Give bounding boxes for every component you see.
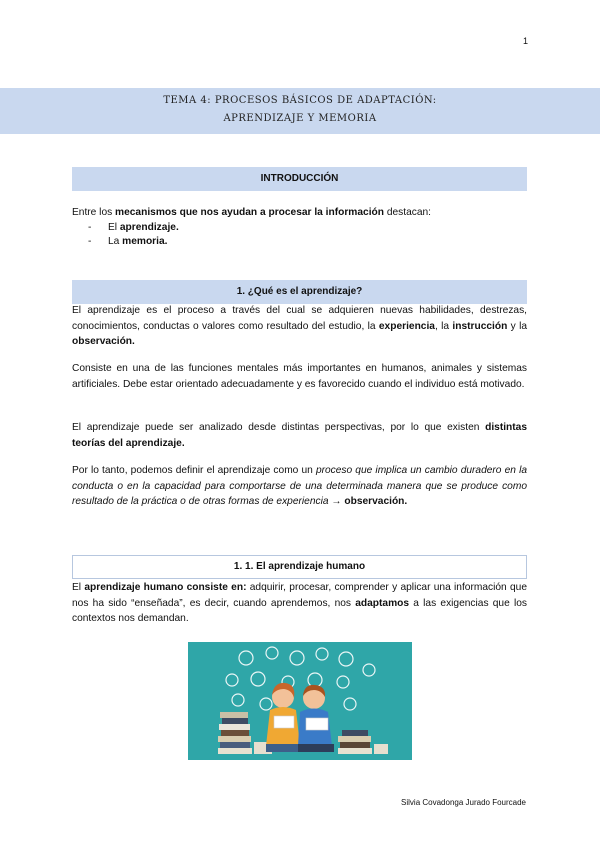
section1-paragraph2: Consiste en una de las funciones mentales más importantes en humanos, animales y sistemas artificiales. Debe estar orientado adecuadamente y es favorecido cuando el individuo está motivado.: [72, 363, 527, 390]
section11-paragraph: El aprendizaje humano consiste en: adquirir, procesar, comprender y aplicar una información que nos ha sido “enseñada”, es decir, cuando aprendemos, nos adaptamos a las exigencias que los contextos nos demandan.: [72, 582, 528, 624]
document-title-line1: TEMA 4: PROCESOS BÁSICOS DE ADAPTACIÓN:: [163, 95, 437, 106]
page-number: 1: [522, 36, 528, 46]
children-reading-books-illustration: [188, 642, 412, 760]
document-title-line2: APRENDIZAJE Y MEMORIA: [223, 113, 377, 124]
section1-heading: 1. ¿Qué es el aprendizaje?: [72, 280, 527, 304]
list-item: - La memoria.: [88, 236, 168, 247]
intro-heading: INTRODUCCIÓN: [72, 167, 527, 191]
footer-author: Silvia Covadonga Jurado Fourcade: [401, 798, 526, 807]
section1-paragraph3: El aprendizaje puede ser analizado desde distintas perspectivas, por lo que existen distintas teorías del aprendizaje.: [72, 422, 527, 449]
document-title-band: [0, 88, 600, 134]
intro-paragraph: Entre los mecanismos que nos ayudan a procesar la información destacan:: [72, 207, 431, 218]
section1-paragraph4: Por lo tanto, podemos definir el aprendizaje como un proceso que implica un cambio duradero en la conducta o en la capacidad para comportarse de una determinada manera que se produce como resultado de la práctica o de otras formas de experiencia → observación.: [72, 465, 527, 507]
intro-list: [88, 221, 179, 249]
section11-heading: 1. 1. El aprendizaje humano: [72, 555, 527, 579]
list-item: - El aprendizaje.: [88, 222, 179, 233]
section1-paragraph1: El aprendizaje es el proceso a través del cual se adquieren nuevas habilidades, destrezas, conocimientos, conductas o valores como resultado del estudio, la experiencia, la instrucción y la observación.: [72, 305, 527, 347]
